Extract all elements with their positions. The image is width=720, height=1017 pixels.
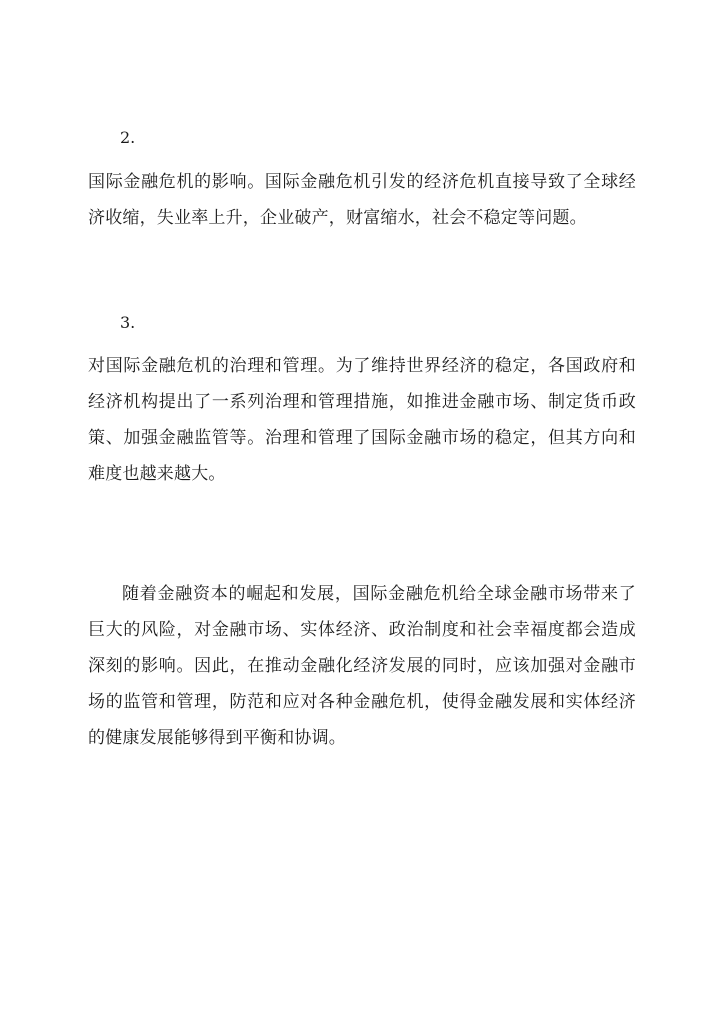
section-number-3: 3. [120, 313, 136, 332]
section-2-paragraph: 国际金融危机的影响。国际金融危机引发的经济危机直接导致了全球经济收缩，失业率上升，企业破产，财富缩水，社会不稳定等问题。 [88, 172, 636, 228]
section-3-paragraph: 对国际金融危机的治理和管理。为了维持世界经济的稳定，各国政府和经济机构提出了一系列治理和管理措施，如推进金融市场、制定货币政策、加强金融监管等。治理和管理了国际金融市场的稳定，但其方向和难度也越来越大。 [88, 356, 636, 484]
section-number-2: 2. [120, 128, 136, 147]
conclusion-paragraph: 随着金融资本的崛起和发展，国际金融危机给全球金融市场带来了巨大的风险，对金融市场、实体经济、政治制度和社会幸福度都会造成深刻的影响。因此，在推动金融化经济发展的同时，应该加强对金融市场的监管和管理，防范和应对各种金融危机，使得金融发展和实体经济的健康发展能够得到平衡和协调。 [88, 584, 636, 748]
